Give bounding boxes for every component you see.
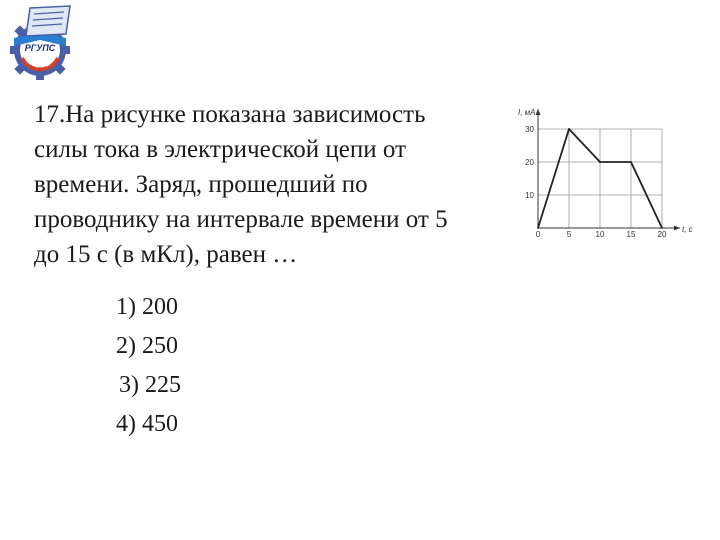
x-tick-label: 0 bbox=[535, 230, 541, 239]
y-axis-arrow-icon bbox=[536, 109, 541, 115]
logo-ring-text: РОСТОВ-НА-ДОНУ bbox=[24, 56, 57, 69]
data-point bbox=[661, 227, 663, 229]
answer-options bbox=[116, 288, 181, 444]
answer-option-2[interactable]: 2) 250 bbox=[116, 333, 178, 359]
chart-grid bbox=[538, 129, 662, 228]
data-point bbox=[568, 128, 570, 130]
question-line: проводнику на интервале времени от 5 bbox=[34, 206, 448, 233]
answer-option-4[interactable]: 4) 450 bbox=[116, 411, 178, 437]
y-tick-label: 20 bbox=[525, 158, 534, 167]
data-point bbox=[630, 161, 632, 163]
question-line: до 15 с (в мКл), равен … bbox=[34, 241, 298, 268]
current-time-chart bbox=[510, 98, 710, 248]
answer-option-1[interactable]: 1) 200 bbox=[116, 294, 178, 320]
x-tick-label: 5 bbox=[566, 230, 572, 239]
question-line: времени. Заряд, прошедший по bbox=[34, 171, 368, 198]
x-tick-label: 10 bbox=[595, 230, 605, 239]
question-line: 17.На рисунке показана зависимость bbox=[34, 101, 426, 128]
data-point bbox=[537, 227, 539, 229]
answer-option-3[interactable]: 3) 225 bbox=[119, 372, 181, 398]
y-tick-label: 30 bbox=[525, 125, 534, 134]
question-text bbox=[34, 97, 504, 272]
y-axis-label: I, мА bbox=[518, 108, 536, 117]
x-axis-arrow-icon bbox=[674, 226, 680, 231]
chart-svg bbox=[510, 98, 710, 248]
chart-tick-labels bbox=[525, 125, 667, 239]
university-logo bbox=[0, 0, 82, 86]
x-axis-label: t, с bbox=[682, 225, 693, 234]
question-line: силы тока в электрической цепи от bbox=[34, 136, 407, 163]
data-point bbox=[599, 161, 601, 163]
x-tick-label: 15 bbox=[626, 230, 636, 239]
logo-text: РГУПС bbox=[24, 43, 56, 53]
logo-emblem-icon bbox=[0, 0, 82, 86]
x-tick-label: 20 bbox=[657, 230, 667, 239]
y-tick-label: 10 bbox=[525, 191, 534, 200]
